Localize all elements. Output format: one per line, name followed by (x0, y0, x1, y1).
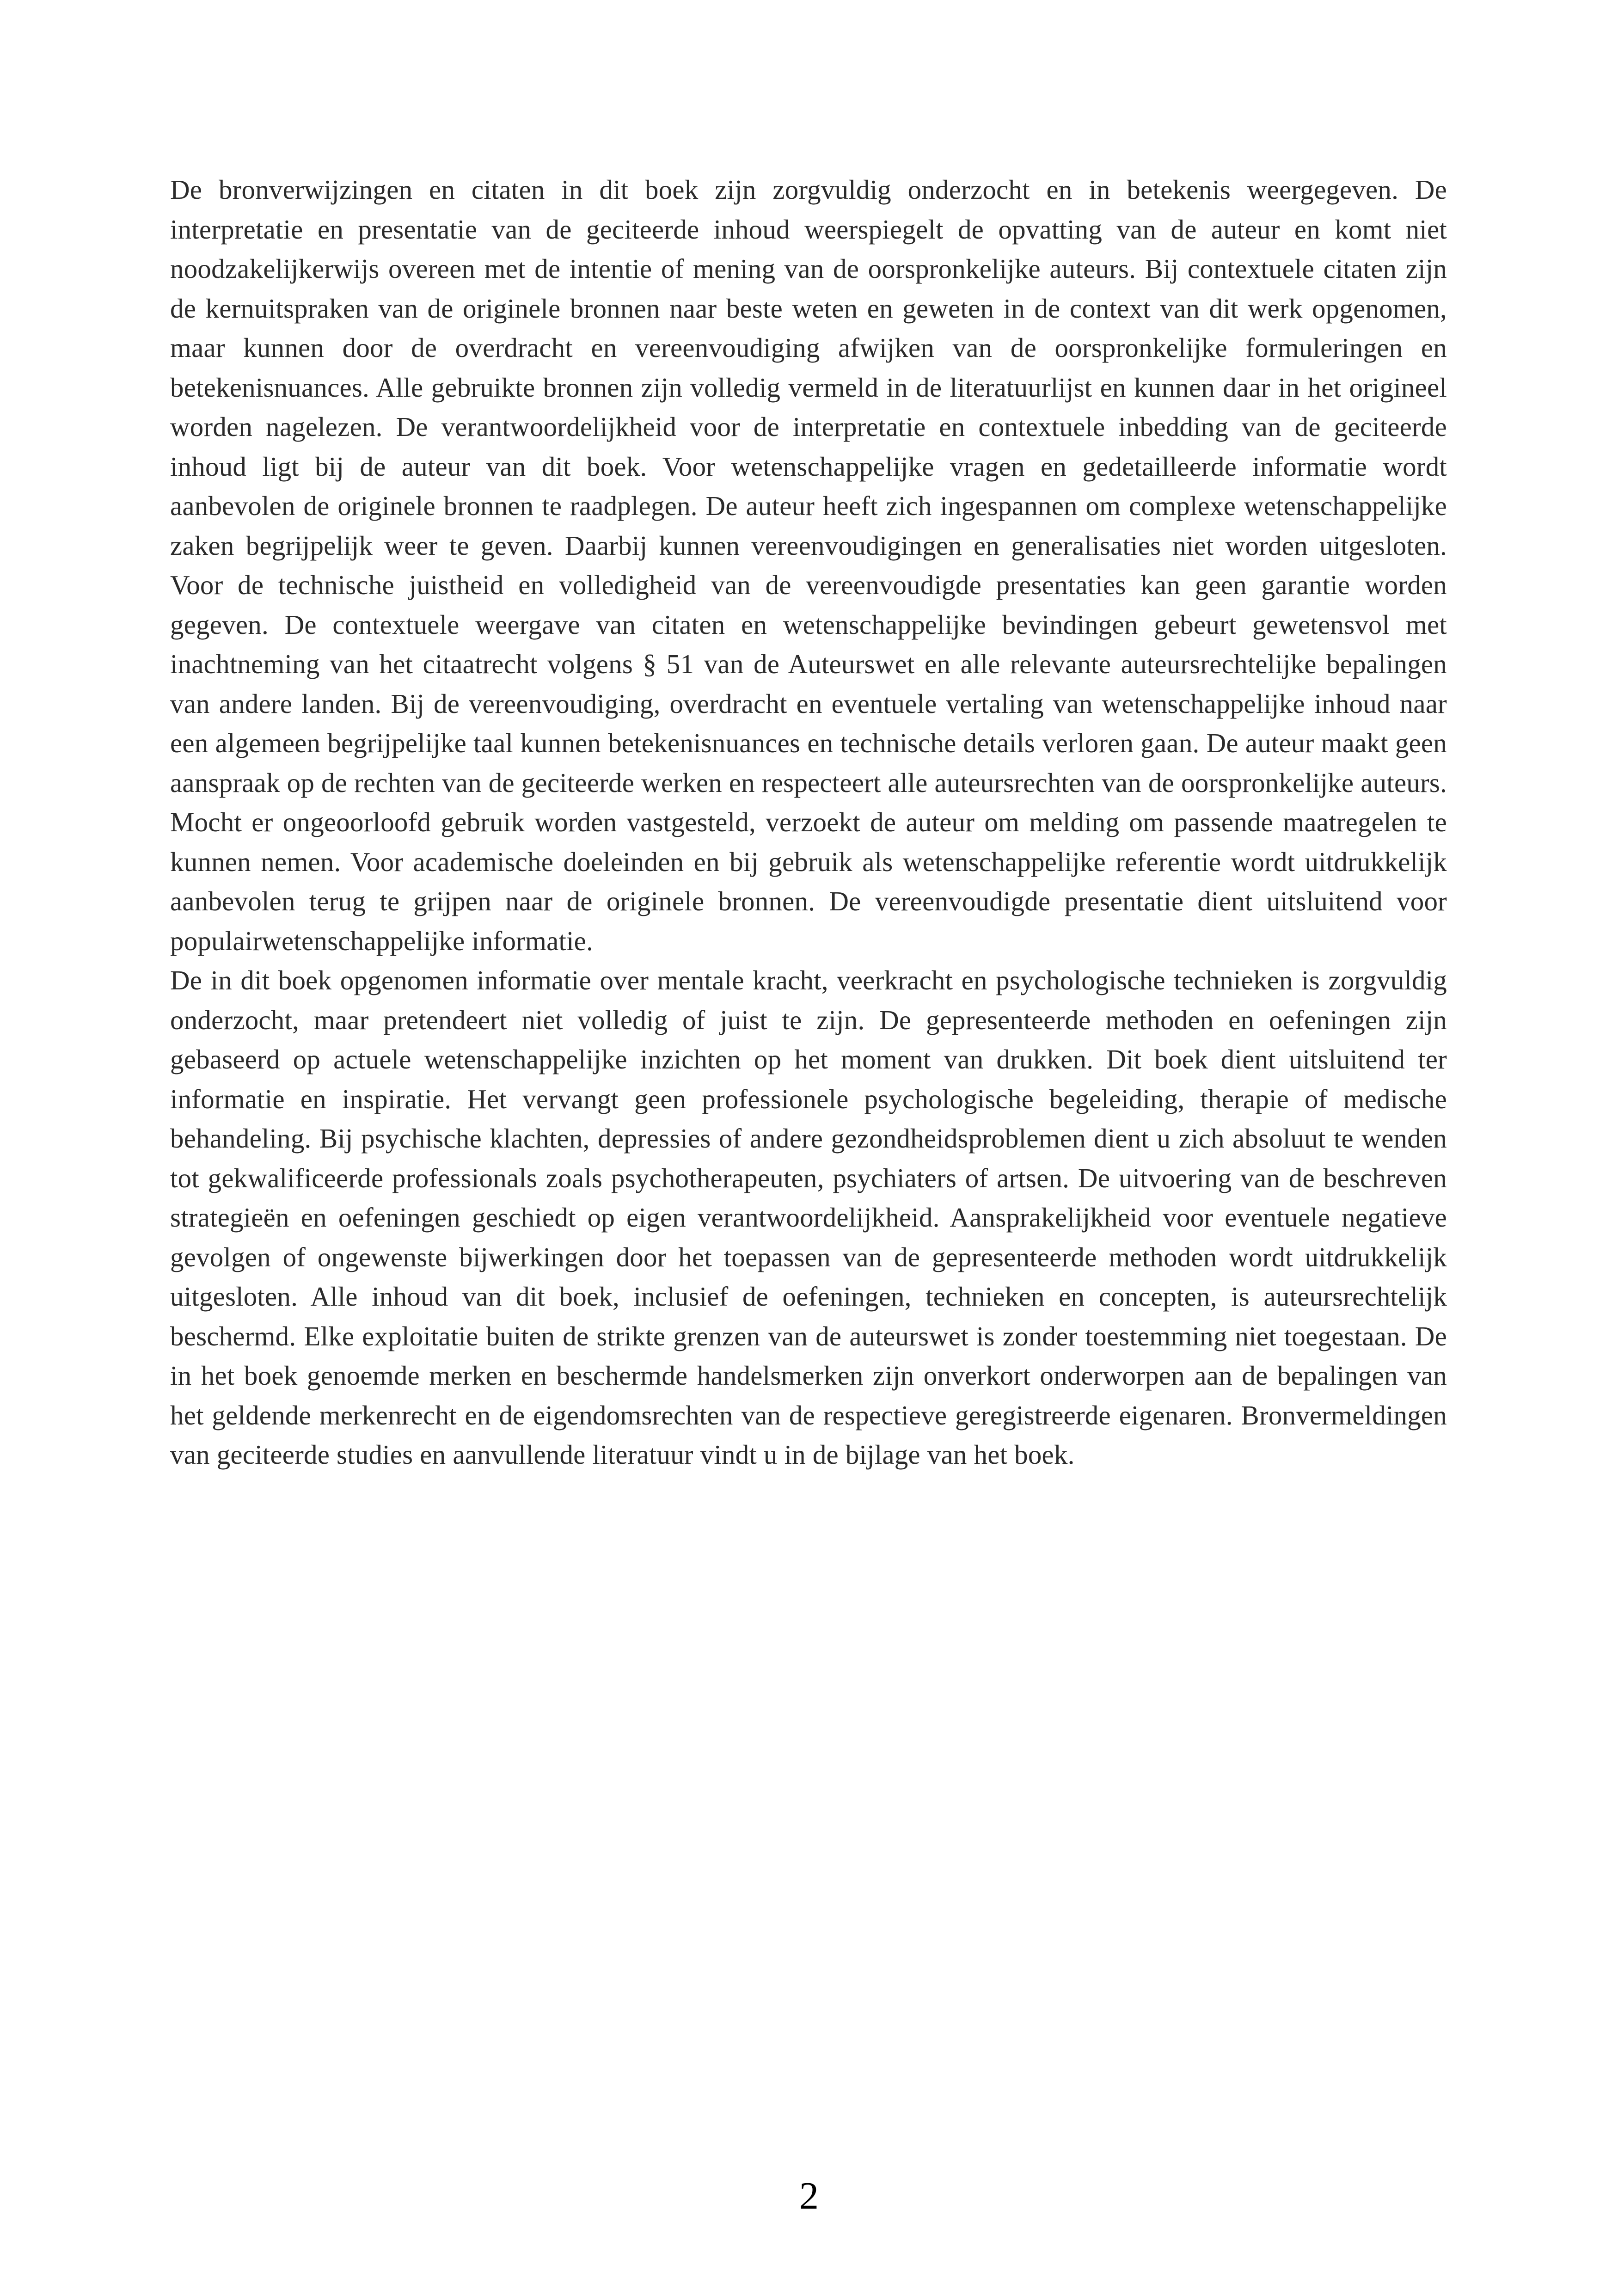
paragraph-sources-disclaimer: De bronverwijzingen en citaten in dit boek zijn zorgvuldig onderzocht en in betekenis weergegeven. De interpretatie en presentatie van de geciteerde inhoud weerspiegelt de opvatting van de auteur en komt niet noodzakelijkerwijs overeen met de intentie of mening van de oorspronkelijke auteurs. Bij contextuele citaten zijn de kernuitspraken van de originele bronnen naar beste weten en geweten in de context van dit werk opgenomen, maar kunnen door de overdracht en vereenvoudiging afwijken van de oorspronkelijke formuleringen en betekenisnuances. Alle gebruikte bronnen zijn volledig vermeld in de literatuurlijst en kunnen daar in het origineel worden nagelezen. De verantwoordelijkheid voor de interpretatie en contextuele inbedding van de geciteerde inhoud ligt bij de auteur van dit boek. Voor wetenschappelijke vragen en gedetailleerde informatie wordt aanbevolen de originele bronnen te raadplegen. De auteur heeft zich ingespannen om complexe wetenschappelijke zaken begrijpelijk weer te geven. Daarbij kunnen vereenvoudigingen en generalisaties niet worden uitgesloten. Voor de technische juistheid en volledigheid van de vereenvoudigde presentaties kan geen garantie worden gegeven. De contextuele weergave van citaten en wetenschappelijke bevindingen gebeurt gewetensvol met inachtneming van het citaatrecht volgens § 51 van de Auteurswet en alle relevante auteursrechtelijke bepalingen van andere landen. Bij de vereenvoudiging, overdracht en eventuele vertaling van wetenschappelijke inhoud naar een algemeen begrijpelijke taal kunnen betekenisnuances en technische details verloren gaan. De auteur maakt geen aanspraak op de rechten van de geciteerde werken en respecteert alle auteursrechten van de oorspronkelijke auteurs. Mocht er ongeoorloofd gebruik worden vastgesteld, verzoekt de auteur om melding om passende maatregelen te kunnen nemen. Voor academische doeleinden en bij gebruik als wetenschappelijke referentie wordt uitdrukkelijk aanbevolen terug te grijpen naar de originele bronnen. De vereenvoudigde presentatie dient uitsluitend voor populairwetenschappelijke informatie. (170, 174, 1447, 956)
page-number: 2 (799, 2174, 819, 2217)
paragraph-health-disclaimer: De in dit boek opgenomen informatie over mentale kracht, veerkracht en psychologische technieken is zorgvuldig onderzocht, maar pretendeert niet volledig of juist te zijn. De gepresenteerde methoden en oefeningen zijn gebaseerd op actuele wetenschappelijke inzichten op het moment van drukken. Dit boek dient uitsluitend ter informatie en inspiratie. Het vervangt geen professionele psychologische begeleiding, therapie of medische behandeling. Bij psychische klachten, depressies of andere gezondheidsproblemen dient u zich absoluut te wenden tot gekwalificeerde professionals zoals psychotherapeuten, psychiaters of artsen. De uitvoering van de beschreven strategieën en oefeningen geschiedt op eigen verantwoordelijkheid. Aansprakelijkheid voor eventuele negatieve gevolgen of ongewenste bijwerkingen door het toepassen van de gepresenteerde methoden wordt uitdrukkelijk uitgesloten. Alle inhoud van dit boek, inclusief de oefeningen, technieken en concepten, is auteursrechtelijk beschermd. Elke exploitatie buiten de strikte grenzen van de auteurswet is zonder toestemming niet toegestaan. De in het boek genoemde merken en beschermde handelsmerken zijn onverkort onderworpen aan de bepalingen van het geldende merkenrecht en de eigendomsrechten van de respectieve geregistreerde eigenaren. Bronvermeldingen van geciteerde studies en aanvullende literatuur vindt u in de bijlage van het boek. (170, 965, 1447, 1470)
body-text (170, 170, 1447, 1475)
